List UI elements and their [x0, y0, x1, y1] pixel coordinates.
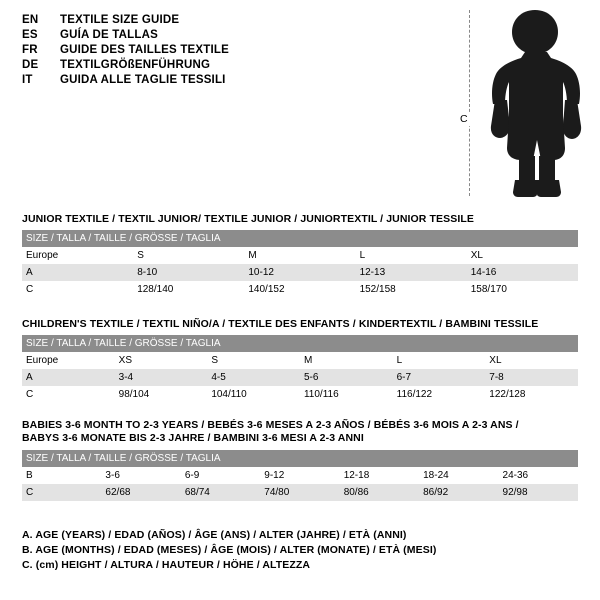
- cell: 6-9: [181, 467, 260, 484]
- row-label: A: [22, 369, 115, 386]
- height-measure-line: [469, 10, 470, 196]
- language-code: IT: [22, 74, 33, 86]
- row-label: Europe: [22, 247, 133, 264]
- cell: 7-8: [485, 369, 578, 386]
- cell: 152/158: [356, 281, 467, 298]
- legend-line: A. AGE (YEARS) / EDAD (AÑOS) / ÂGE (ANS) / ALTER (JAHRE) / ETÀ (ANNI): [22, 529, 407, 541]
- table-row: [22, 467, 578, 484]
- table-row: [22, 281, 578, 298]
- cell: 80/86: [340, 484, 419, 501]
- section-title: JUNIOR TEXTILE / TEXTIL JUNIOR/ TEXTILE JUNIOR / JUNIORTEXTIL / JUNIOR TESSILE: [22, 213, 474, 225]
- table-header-row: [22, 230, 578, 247]
- cell: 140/152: [244, 281, 355, 298]
- cell: 4-5: [207, 369, 300, 386]
- language-title: GUIDE DES TAILLES TEXTILE: [60, 44, 229, 56]
- cell: 110/116: [300, 386, 393, 403]
- table-row: [22, 369, 578, 386]
- language-title: TEXTILGRÖßENFÜHRUNG: [60, 59, 211, 71]
- table-row: [22, 264, 578, 281]
- babies-size-table: [22, 450, 578, 501]
- cell: 116/122: [393, 386, 486, 403]
- cell: 5-6: [300, 369, 393, 386]
- language-title: GUÍA DE TALLAS: [60, 29, 158, 41]
- language-title: TEXTILE SIZE GUIDE: [60, 14, 180, 26]
- language-title: GUIDA ALLE TAGLIE TESSILI: [60, 74, 226, 86]
- cell: 10-12: [244, 264, 355, 281]
- cell: 12-18: [340, 467, 419, 484]
- junior-size-table: [22, 230, 578, 298]
- cell: 122/128: [485, 386, 578, 403]
- cell: 8-10: [133, 264, 244, 281]
- cell: 98/104: [115, 386, 208, 403]
- cell: 74/80: [260, 484, 339, 501]
- row-label: C: [22, 281, 133, 298]
- cell: 3-6: [101, 467, 180, 484]
- language-row: [22, 59, 442, 71]
- cell: 9-12: [260, 467, 339, 484]
- table-header-row: [22, 450, 578, 467]
- language-code: EN: [22, 14, 39, 26]
- measurement-figure: [455, 8, 595, 198]
- cell: 6-7: [393, 369, 486, 386]
- cell: M: [300, 352, 393, 369]
- language-row: [22, 29, 442, 41]
- table-row: [22, 386, 578, 403]
- language-row: [22, 74, 442, 86]
- cell: S: [133, 247, 244, 264]
- language-title-block: [22, 14, 442, 89]
- language-row: [22, 14, 442, 26]
- row-label: C: [22, 386, 115, 403]
- section-childrens-textile: [22, 318, 578, 403]
- table-row: [22, 484, 578, 501]
- language-code: FR: [22, 44, 38, 56]
- cell: S: [207, 352, 300, 369]
- section-title-line1: BABIES 3-6 MONTH TO 2-3 YEARS / BEBÉS 3-6 MESES A 2-3 AÑOS / BÉBÉS 3-6 MOIS A 2-3 ANS /: [22, 419, 519, 431]
- table-header-label: SIZE / TALLA / TAILLE / GRÖSSE / TAGLIA: [22, 335, 578, 352]
- section-title-line2: BABYS 3-6 MONATE BIS 2-3 JAHRE / BAMBINI 3-6 MESI A 2-3 ANNI: [22, 432, 364, 444]
- cell: 62/68: [101, 484, 180, 501]
- childrens-size-table: [22, 335, 578, 403]
- cell: 3-4: [115, 369, 208, 386]
- table-row: [22, 247, 578, 264]
- cell: 24-36: [499, 467, 578, 484]
- cell: 14-16: [467, 264, 578, 281]
- legend-block: [22, 528, 582, 573]
- section-babies-textile: [22, 419, 578, 501]
- cell: 128/140: [133, 281, 244, 298]
- child-silhouette-icon: [477, 8, 595, 198]
- row-label: B: [22, 467, 101, 484]
- cell: 12-13: [356, 264, 467, 281]
- cell: 92/98: [499, 484, 578, 501]
- cell: 18-24: [419, 467, 498, 484]
- section-title: CHILDREN'S TEXTILE / TEXTIL NIÑO/A / TEXTILE DES ENFANTS / KINDERTEXTIL / BAMBINI TESSILE: [22, 318, 539, 330]
- legend-line: C. (cm) HEIGHT / ALTURA / HAUTEUR / HÖHE / ALTEZZA: [22, 559, 311, 571]
- table-header-label: SIZE / TALLA / TAILLE / GRÖSSE / TAGLIA: [22, 450, 578, 467]
- legend-line: B. AGE (MONTHS) / EDAD (MESES) / ÂGE (MOIS) / ALTER (MONATE) / ETÀ (MESI): [22, 544, 437, 556]
- row-label: C: [22, 484, 101, 501]
- language-row: [22, 44, 442, 56]
- cell: XS: [115, 352, 208, 369]
- section-junior-textile: [22, 213, 578, 298]
- cell: 86/92: [419, 484, 498, 501]
- cell: L: [393, 352, 486, 369]
- row-label: Europe: [22, 352, 115, 369]
- cell: L: [356, 247, 467, 264]
- section-title: [22, 419, 578, 445]
- cell: 104/110: [207, 386, 300, 403]
- cell: 68/74: [181, 484, 260, 501]
- table-row: [22, 352, 578, 369]
- language-code: DE: [22, 59, 39, 71]
- cell: XL: [467, 247, 578, 264]
- cell: M: [244, 247, 355, 264]
- cell: XL: [485, 352, 578, 369]
- height-measure-label: C: [460, 113, 468, 125]
- table-header-label: SIZE / TALLA / TAILLE / GRÖSSE / TAGLIA: [22, 230, 578, 247]
- language-code: ES: [22, 29, 38, 41]
- row-label: A: [22, 264, 133, 281]
- cell: 158/170: [467, 281, 578, 298]
- table-header-row: [22, 335, 578, 352]
